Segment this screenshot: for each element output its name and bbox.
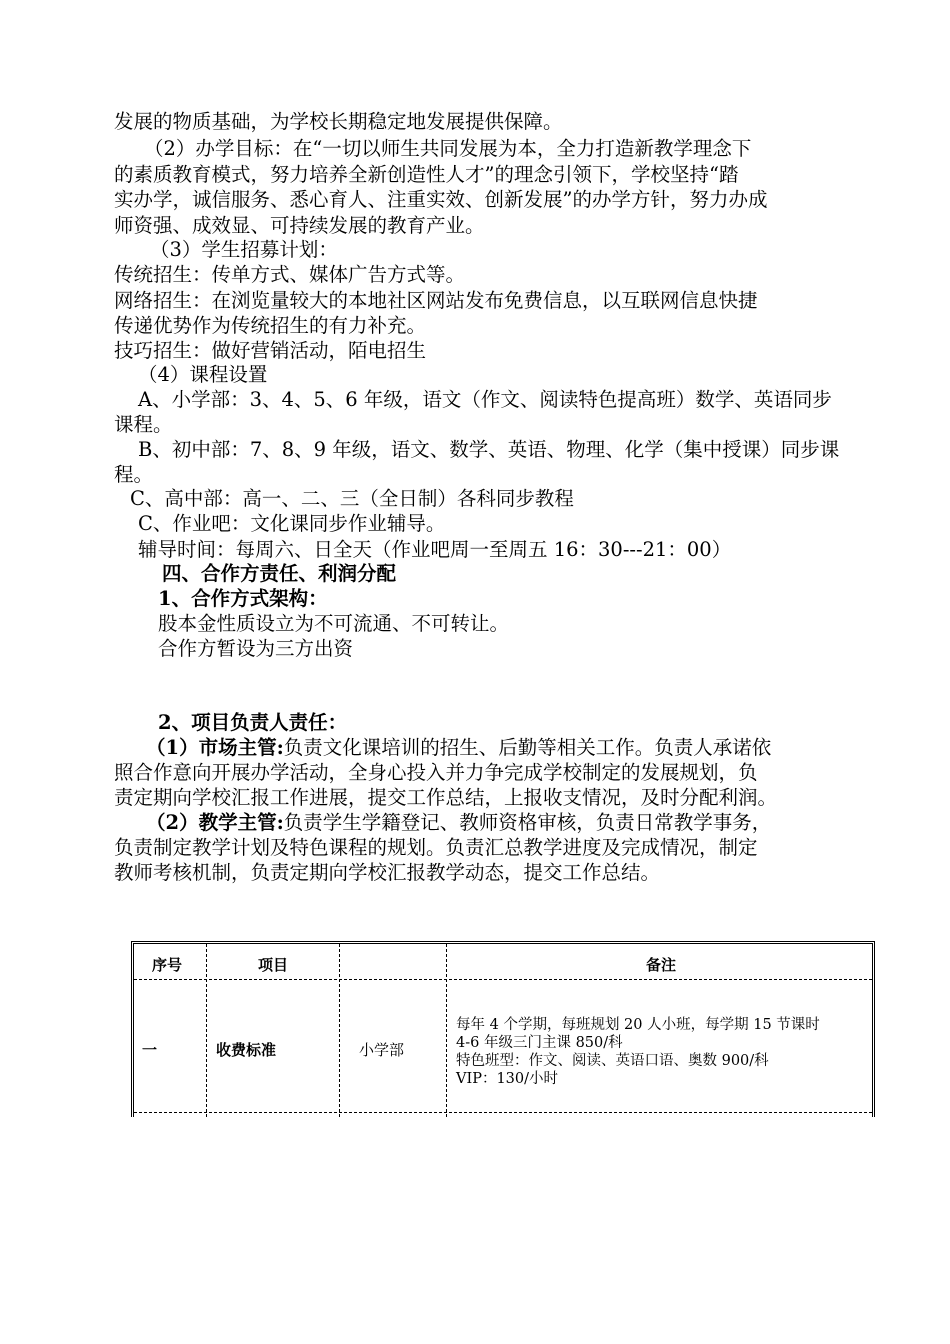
table-cell-note xyxy=(456,1016,820,1088)
table-divider xyxy=(206,944,207,1117)
paragraph-text: 照合作意向开展办学活动，全身心投入并力争完成学校制定的发展规划，负 xyxy=(114,761,758,784)
table-header-item: 项目 xyxy=(258,956,289,974)
table-divider xyxy=(134,979,872,980)
paragraph-text: 程。 xyxy=(114,463,154,486)
subsection-heading: 2、项目负责人责任： xyxy=(158,711,348,734)
paragraph-text: B、初中部：7、8、9 年级，语文、数学、英语、物理、化学（集中授课）同步课 xyxy=(138,438,840,461)
table-cell-dept: 小学部 xyxy=(359,1041,405,1059)
paragraph-text: 技巧招生：做好营销活动，陌电招生 xyxy=(114,339,427,362)
paragraph-text: 股本金性质设立为不可流通、不可转让。 xyxy=(158,612,510,635)
paragraph-text: 责定期向学校汇报工作进展，提交工作总结，上报收支情况，及时分配利润。 xyxy=(114,786,778,809)
paragraph-text: C、作业吧：文化课同步作业辅导。 xyxy=(138,512,446,535)
role-description: 负责学生学籍登记、教师资格审核，负责日常教学事务， xyxy=(283,811,772,834)
note-line: VIP：130/小时 xyxy=(456,1071,559,1087)
paragraph-text: 网络招生：在浏览量较大的本地社区网站发布免费信息，以互联网信息快捷 xyxy=(114,289,758,312)
table-cell-item: 收费标准 xyxy=(216,1041,277,1059)
paragraph-text: 辅导时间：每周六、日全天（作业吧周一至周五 16：30---21：00） xyxy=(138,538,732,561)
table-header-no: 序号 xyxy=(152,956,183,974)
paragraph-text: 负责制定教学计划及特色课程的规划。负责汇总教学进度及完成情况，制定 xyxy=(114,836,758,859)
note-line: 4-6 年级三门主课 850/科 xyxy=(456,1035,623,1051)
paragraph-text: 教师考核机制，负责定期向学校汇报教学动态，提交工作总结。 xyxy=(114,861,661,884)
paragraph-text: （3）学生招募计划： xyxy=(150,238,338,261)
paragraph-text: 传递优势作为传统招生的有力补充。 xyxy=(114,314,427,337)
paragraph-text xyxy=(146,810,886,836)
note-line: 特色班型：作文、阅读、英语口语、奥数 900/科 xyxy=(456,1053,769,1069)
paragraph-text: 师资强、成效显、可持续发展的教育产业。 xyxy=(114,214,485,237)
paragraph-text: 合作方暂设为三方出资 xyxy=(158,637,354,660)
paragraph-text: A、小学部：3、4、5、6 年级，语文（作文、阅读特色提高班）数学、英语同步 xyxy=(138,388,832,411)
paragraph-text: （2）办学目标：在“一切以师生共同发展为本，全力打造新教学理念下 xyxy=(144,137,752,160)
table-divider xyxy=(134,1112,872,1113)
table-header-note: 备注 xyxy=(646,956,677,974)
role-label-teaching: （2）教学主管: xyxy=(146,811,284,834)
paragraph-text: C、高中部：高一、二、三（全日制）各科同步教程 xyxy=(130,487,574,510)
paragraph-text: （4）课程设置 xyxy=(138,363,268,386)
table-divider xyxy=(339,944,340,1117)
paragraph-text xyxy=(146,735,886,761)
subsection-heading: 1、合作方式架构： xyxy=(158,587,328,610)
paragraph-text: 实办学，诚信服务、悉心育人、注重实效、创新发展”的办学方针，努力办成 xyxy=(114,188,768,211)
role-description: 负责文化课培训的招生、后勤等相关工作。负责人承诺依 xyxy=(283,736,772,759)
role-label-market: （1）市场主管: xyxy=(146,736,284,759)
paragraph-text: 的素质教育模式，努力培养全新创造性人才”的理念引领下，学校坚持“踏 xyxy=(114,163,739,186)
paragraph-text: 发展的物质基础，为学校长期稳定地发展提供保障。 xyxy=(114,110,563,133)
paragraph-text: 课程。 xyxy=(114,413,173,436)
table-divider xyxy=(446,944,447,1117)
fee-table xyxy=(131,941,875,1117)
paragraph-text: 传统招生：传单方式、媒体广告方式等。 xyxy=(114,263,466,286)
note-line: 每年 4 个学期，每班规划 20 人小班，每学期 15 节课时 xyxy=(456,1017,820,1033)
table-cell-no: 一 xyxy=(142,1041,158,1059)
section-heading: 四、合作方责任、利润分配 xyxy=(162,562,397,585)
